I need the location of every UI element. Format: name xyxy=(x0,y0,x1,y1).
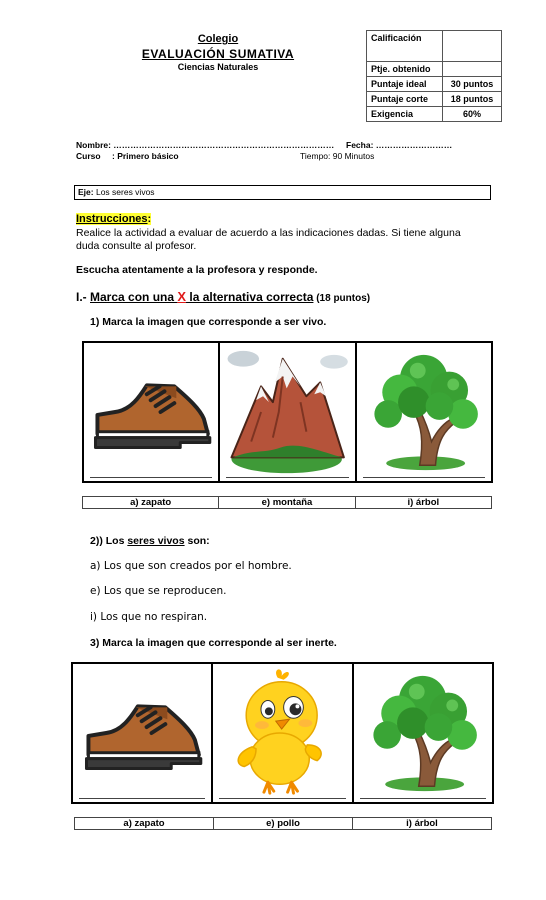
score-row xyxy=(367,92,502,107)
q2-option-e[interactable]: e) Los que se reproducen. xyxy=(90,585,227,597)
score-value: 30 puntos xyxy=(443,77,502,92)
section-title xyxy=(76,289,370,304)
q3-option-labels xyxy=(74,817,492,830)
score-label: Exigencia xyxy=(367,107,443,122)
axis-box xyxy=(74,185,491,200)
answer-line xyxy=(90,477,212,478)
score-row xyxy=(367,107,502,122)
answer-line xyxy=(79,798,205,799)
q1-option-i-image[interactable] xyxy=(357,343,491,481)
score-table xyxy=(366,30,502,122)
q1-option-i[interactable]: i) árbol xyxy=(407,497,440,508)
score-label: Puntaje corte xyxy=(367,92,443,107)
q3-option-a[interactable]: a) zapato xyxy=(75,818,214,829)
q1-option-a[interactable]: a) zapato xyxy=(83,497,219,508)
exam-title: EVALUACIÓN SUMATIVA xyxy=(141,47,295,61)
q1-option-e-image[interactable] xyxy=(220,343,356,481)
shoe-icon xyxy=(84,343,218,481)
q2-underlined: seres vivos xyxy=(127,535,185,547)
time-text: Tiempo: 90 Minutos xyxy=(300,151,375,161)
tree-icon xyxy=(357,343,491,481)
score-label: Ptje. obtenido xyxy=(367,62,443,77)
name-field[interactable]: Nombre: …………………………………………………………………… xyxy=(76,140,335,150)
instructions-heading xyxy=(76,213,151,225)
section-part2: la alternativa correcta xyxy=(186,290,314,304)
score-row xyxy=(367,62,502,77)
answer-line xyxy=(219,798,345,799)
shoe-icon xyxy=(73,664,211,802)
section-part1: Marca con una xyxy=(90,290,178,304)
answer-line xyxy=(360,798,486,799)
instructions-colon: : xyxy=(147,213,152,225)
q3-option-e[interactable]: e) pollo xyxy=(214,818,353,829)
q3-option-e-image[interactable] xyxy=(213,664,353,802)
q2-prefix: 2)) Los xyxy=(90,535,128,547)
score-value: 18 puntos xyxy=(443,92,502,107)
tree-icon xyxy=(354,664,492,802)
q3-image-row xyxy=(71,662,494,804)
q1-image-row xyxy=(82,341,493,483)
q1-option-e[interactable]: e) montaña xyxy=(219,497,355,508)
section-x: X xyxy=(177,289,187,304)
listen-instruction: Escucha atentamente a la profesora y responde. xyxy=(76,264,318,276)
score-row xyxy=(367,31,502,62)
subject-name: Ciencias Naturales xyxy=(177,62,259,72)
instructions-title: Instrucciones xyxy=(76,213,148,225)
question-3: 3) Marca la imagen que corresponde al ser inerte. xyxy=(90,637,337,649)
q2-option-i[interactable]: i) Los que no respiran. xyxy=(90,611,208,623)
q1-option-labels xyxy=(82,496,492,509)
score-value: 60% xyxy=(443,107,502,122)
time-label xyxy=(300,151,374,161)
score-label: Calificación xyxy=(367,31,443,62)
section-points: (18 puntos) xyxy=(313,293,371,304)
score-value xyxy=(443,31,502,62)
q2-option-a[interactable]: a) Los que son creados por el hombre. xyxy=(90,560,292,572)
q2-suffix: son: xyxy=(184,535,210,547)
q3-option-i-image[interactable] xyxy=(354,664,492,802)
mountain-icon xyxy=(220,343,354,481)
score-value xyxy=(443,62,502,77)
course-label: Curso xyxy=(76,151,101,161)
answer-line xyxy=(363,477,485,478)
question-2 xyxy=(90,535,210,547)
section-prefix: I.- xyxy=(76,290,90,304)
course-value: : Primero básico xyxy=(112,151,179,161)
axis-value: Los seres vivos xyxy=(95,187,155,197)
q3-option-i[interactable]: i) árbol xyxy=(406,818,438,829)
chick-icon xyxy=(213,664,351,802)
q3-option-a-image[interactable] xyxy=(73,664,213,802)
school-name: Colegio xyxy=(197,33,239,45)
question-1: 1) Marca la imagen que corresponde a ser vivo. xyxy=(90,316,327,328)
score-label: Puntaje ideal xyxy=(367,77,443,92)
q1-option-a-image[interactable] xyxy=(84,343,220,481)
axis-label: Eje: xyxy=(78,187,94,197)
date-field[interactable]: Fecha: ……………………… xyxy=(346,140,453,150)
score-row xyxy=(367,77,502,92)
instructions-text: Realice la actividad a evaluar de acuerdo a las indicaciones dadas. Si tiene alguna duda consulte al profesor. xyxy=(76,227,461,252)
answer-line xyxy=(226,477,348,478)
